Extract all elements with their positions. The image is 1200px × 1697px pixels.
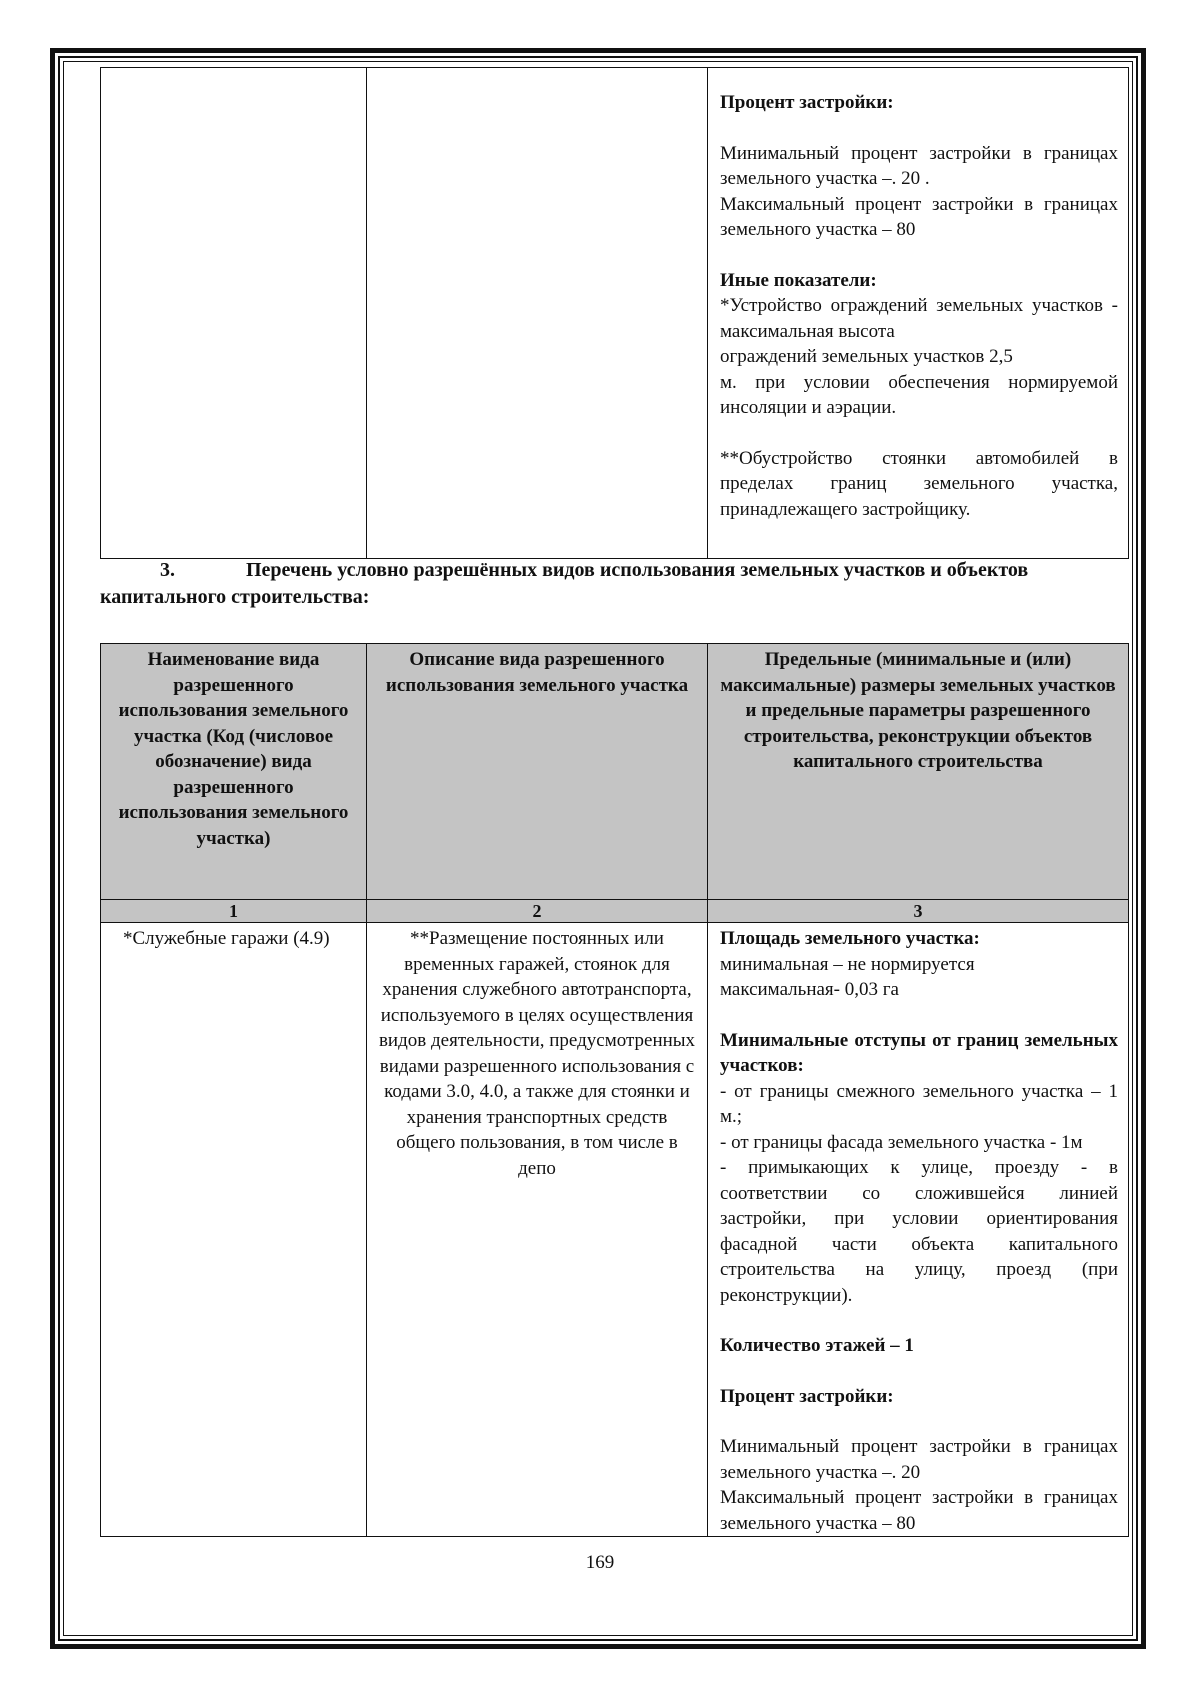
min-percent-text: Минимальный процент застройки в границах земельного участка –. 20: [720, 1436, 1118, 1483]
setback-3: - примыкающих к улице, проезду - в соответствии со сложившейся линией застройки, при условии ориентирования фасадной части объекта капитального строительства на улицу, проезд (при реконструкции).: [720, 1157, 1118, 1306]
column-number-2: 2: [367, 900, 708, 923]
setback-heading: Минимальные отступы от границ земельных участков:: [720, 1029, 1118, 1076]
conditional-uses-table: [100, 643, 1129, 1537]
min-percent-text: Минимальный процент застройки в границах земельного участка –. 20 .: [720, 142, 1118, 189]
continuation-table: [100, 67, 1129, 559]
section-heading: [100, 557, 1110, 611]
column-number-row: [101, 900, 1129, 923]
header-parameters: Предельные (минимальные и (или) максимальные) размеры земельных участков и предельные параметры разрешенного строительства, реконструкции объектов капитального строительства: [708, 644, 1129, 900]
use-description-cell: **Размещение постоянных или временных гаражей, стоянок для хранения служебного автотранспорта, используемого в целях осуществления видов деятельности, предусмотренных видами разрешенного использования с кодами 3.0, 4.0, а также для стоянки и хранения транспортных средств общего пользования, в том числе в депо: [367, 923, 708, 1537]
percent-heading: Процент застройки:: [720, 92, 894, 113]
column-number-3: 3: [708, 900, 1129, 923]
page-number: 169: [585, 1552, 615, 1573]
area-max: максимальная- 0,03 га: [720, 979, 899, 1000]
header-row: [101, 644, 1129, 900]
other-indicators-heading: Иные показатели:: [720, 269, 877, 291]
fence-text-3: м. при условии обеспечения нормируемой инсоляции и аэрации.: [720, 371, 1118, 418]
use-name-cell: *Служебные гаражи (4.9): [101, 923, 367, 1537]
area-min: минимальная – не нормируется: [720, 953, 975, 975]
percent-heading: Процент застройки:: [720, 1385, 894, 1407]
empty-cell-2: [367, 68, 708, 559]
parameters-cell: [708, 68, 1129, 559]
max-percent-text: Максимальный процент застройки в границах земельного участка – 80: [720, 193, 1118, 240]
fence-text-1: *Устройство ограждений земельных участков - максимальная высота: [720, 295, 1118, 342]
fence-text-2: ограждений земельных участков 2,5: [720, 346, 1013, 367]
column-number-1: 1: [101, 900, 367, 923]
max-percent-text: Максимальный процент застройки в границах земельного участка – 80: [720, 1487, 1118, 1534]
table-row: [101, 68, 1129, 559]
setback-1: - от границы смежного земельного участка – 1 м.;: [720, 1080, 1118, 1127]
area-heading: Площадь земельного участка:: [720, 928, 980, 949]
section-number: 3.: [160, 559, 175, 581]
floors-text: Количество этажей – 1: [720, 1335, 914, 1356]
header-description: Описание вида разрешенного использования земельного участка: [367, 644, 708, 900]
setback-2: - от границы фасада земельного участка - 1м: [720, 1131, 1083, 1153]
table-row: [101, 923, 1129, 1537]
header-name: Наименование вида разрешенного использования земельного участка (Код (числовое обозначение) вида разрешенного использования земельного участка): [101, 644, 367, 900]
empty-cell-1: [101, 68, 367, 559]
section-title: Перечень условно разрешённых видов использования земельных участков и объектов капитального строительства:: [100, 559, 1029, 608]
parking-text: **Обустройство стоянки автомобилей в пределах границ земельного участка, принадлежащего застройщику.: [720, 447, 1118, 520]
use-parameters-cell: [708, 923, 1129, 1537]
